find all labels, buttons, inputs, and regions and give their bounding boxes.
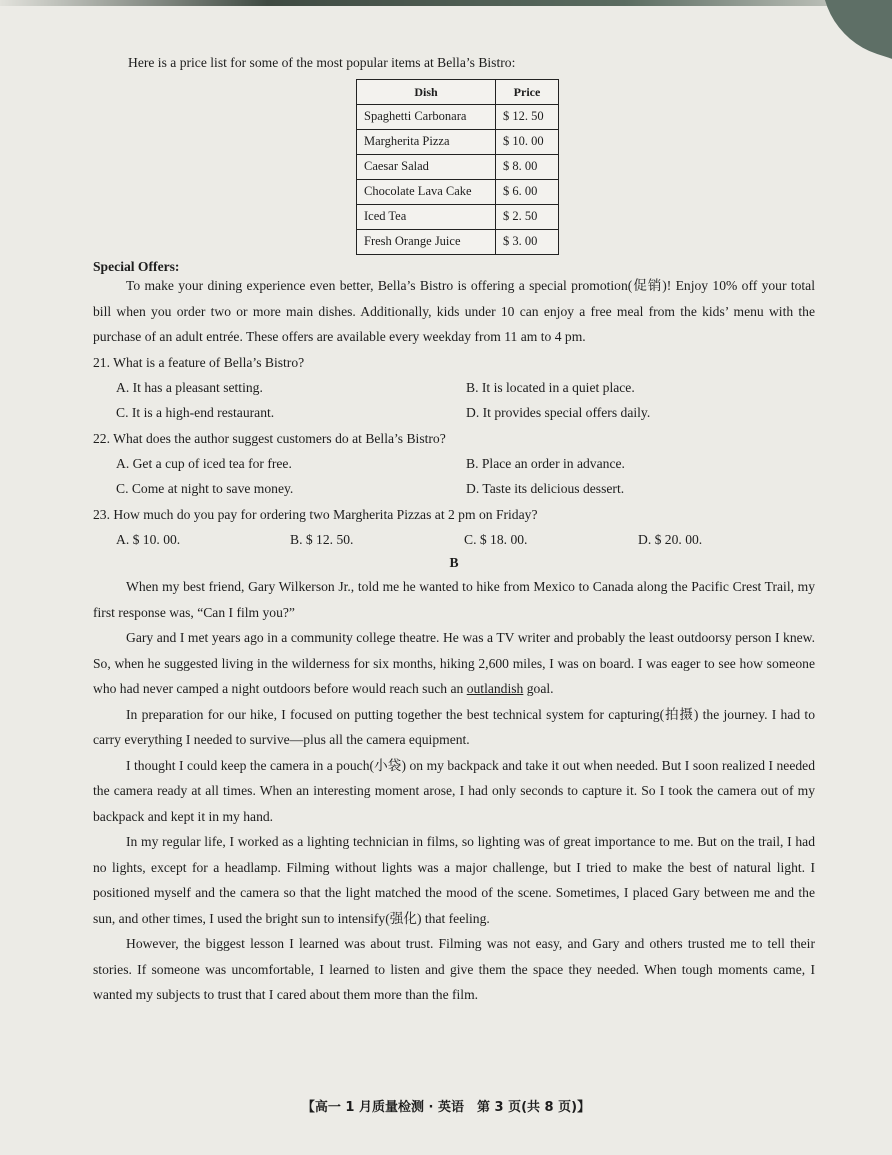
- table-row: [357, 204, 559, 229]
- price-table: [356, 79, 559, 255]
- header-dish: Dish: [357, 79, 496, 104]
- page-footer: 【高一 1 月质量检测 · 英语 第 3 页(共 8 页)】: [301, 1100, 591, 1115]
- table-row: [357, 179, 559, 204]
- price-cell: $ 6. 00: [496, 179, 559, 204]
- dish-cell: Iced Tea: [357, 204, 496, 229]
- question-23-stem: 23. How much do you pay for ordering two Margherita Pizzas at 2 pm on Friday?: [93, 506, 538, 522]
- option-d: D. Taste its delicious dessert.: [466, 481, 625, 497]
- price-cell: $ 3. 00: [496, 229, 559, 254]
- special-offers-heading: Special Offers:: [93, 258, 180, 274]
- option-a: A. $ 10. 00.: [116, 531, 181, 547]
- question-23-options: [116, 527, 815, 553]
- passage-paragraph-2: [93, 625, 815, 702]
- option-a: A. It has a pleasant setting.: [116, 379, 263, 395]
- price-cell: $ 8. 00: [496, 154, 559, 179]
- table-row: [357, 129, 559, 154]
- passage-paragraph-6: However, the biggest lesson I learned was about trust. Filming was not easy, and Gary and others trusted me to tell their stories. If someone was uncomfortable, I learned to listen and give them the space they needed. When tough moments came, I wanted my subjects to trust that I cared about them more than the film.: [93, 936, 815, 1003]
- table-row: [357, 104, 559, 129]
- special-offers-text: To make your dining experience even better, Bella’s Bistro is offering a special promotion(促销)! Enjoy 10% off your total bill when you order two or more main dishes. Additionally, kids under 10 can enjoy a free meal from the kids’ menu with the purchase of an adult entrée. These offers are available every weekday from 11 am to 4 pm.: [93, 278, 815, 345]
- option-b: B. It is located in a quiet place.: [466, 379, 635, 395]
- passage-paragraph-1: When my best friend, Gary Wilkerson Jr., told me he wanted to hike from Mexico to Canada along the Pacific Crest Trail, my first response was, “Can I film you?”: [93, 579, 815, 620]
- page-content: [93, 56, 815, 1008]
- price-list-intro: Here is a price list for some of the most popular items at Bella’s Bistro:: [128, 55, 516, 70]
- price-cell: $ 12. 50: [496, 104, 559, 129]
- question-22-stem: 22. What does the author suggest customers do at Bella’s Bistro?: [93, 430, 446, 446]
- question-21-stem: 21. What is a feature of Bella’s Bistro?: [93, 354, 305, 370]
- option-b: B. Place an order in advance.: [466, 455, 625, 471]
- option-c: C. $ 18. 00.: [464, 531, 528, 547]
- dish-cell: Fresh Orange Juice: [357, 229, 496, 254]
- dish-cell: Chocolate Lava Cake: [357, 179, 496, 204]
- dish-cell: Margherita Pizza: [357, 129, 496, 154]
- dish-cell: Spaghetti Carbonara: [357, 104, 496, 129]
- table-row: [357, 229, 559, 254]
- page-top-edge: [0, 0, 892, 6]
- option-c: C. It is a high-end restaurant.: [116, 405, 275, 421]
- price-table-header: [357, 79, 559, 104]
- option-c: C. Come at night to save money.: [116, 481, 294, 497]
- question-21-options: [116, 375, 815, 426]
- price-cell: $ 10. 00: [496, 129, 559, 154]
- option-d: D. $ 20. 00.: [638, 531, 703, 547]
- option-b: B. $ 12. 50.: [290, 531, 354, 547]
- underlined-word: outlandish: [466, 681, 524, 697]
- option-d: D. It provides special offers daily.: [466, 405, 651, 421]
- option-a: A. Get a cup of iced tea for free.: [116, 455, 292, 471]
- p2-text-before: Gary and I met years ago in a community college theatre. He was a TV writer and probably the least outdoorsy person I knew. So, when he suggested living in the wilderness for six months, hiking 2,600 miles, I was on board. I was eager to see how someone who had never camped a night outdoors before would reach such an: [93, 630, 815, 697]
- price-cell: $ 2. 50: [496, 204, 559, 229]
- passage-paragraph-4: I thought I could keep the camera in a pouch(小袋) on my backpack and take it out when needed. But I soon realized I needed the camera ready at all times. When an interesting moment arose, I had only seconds to capture it. So I took the camera out of my backpack and kept it in my hand.: [93, 757, 815, 824]
- section-b-heading: B: [449, 555, 459, 571]
- header-price: Price: [496, 79, 559, 104]
- question-22-options: [116, 451, 815, 502]
- passage-paragraph-3: In preparation for our hike, I focused on putting together the best technical system for capturing(拍摄) the journey. I had to carry everything I needed to survive—plus all the camera equipment.: [93, 706, 815, 748]
- passage-paragraph-5: In my regular life, I worked as a lighting technician in films, so lighting was of great importance to me. But on the trail, I had no lights, except for a headlamp. Filming without lights was a major challenge, but I tried to make the best of natural light. I positioned myself and the camera so that the light matched the mood of the scene. Sometimes, I placed Gary between me and the sun, and other times, I used the bright sun to intensify(强化) that feeling.: [93, 834, 815, 926]
- table-row: [357, 154, 559, 179]
- p2-text-after: goal.: [523, 681, 554, 697]
- dish-cell: Caesar Salad: [357, 154, 496, 179]
